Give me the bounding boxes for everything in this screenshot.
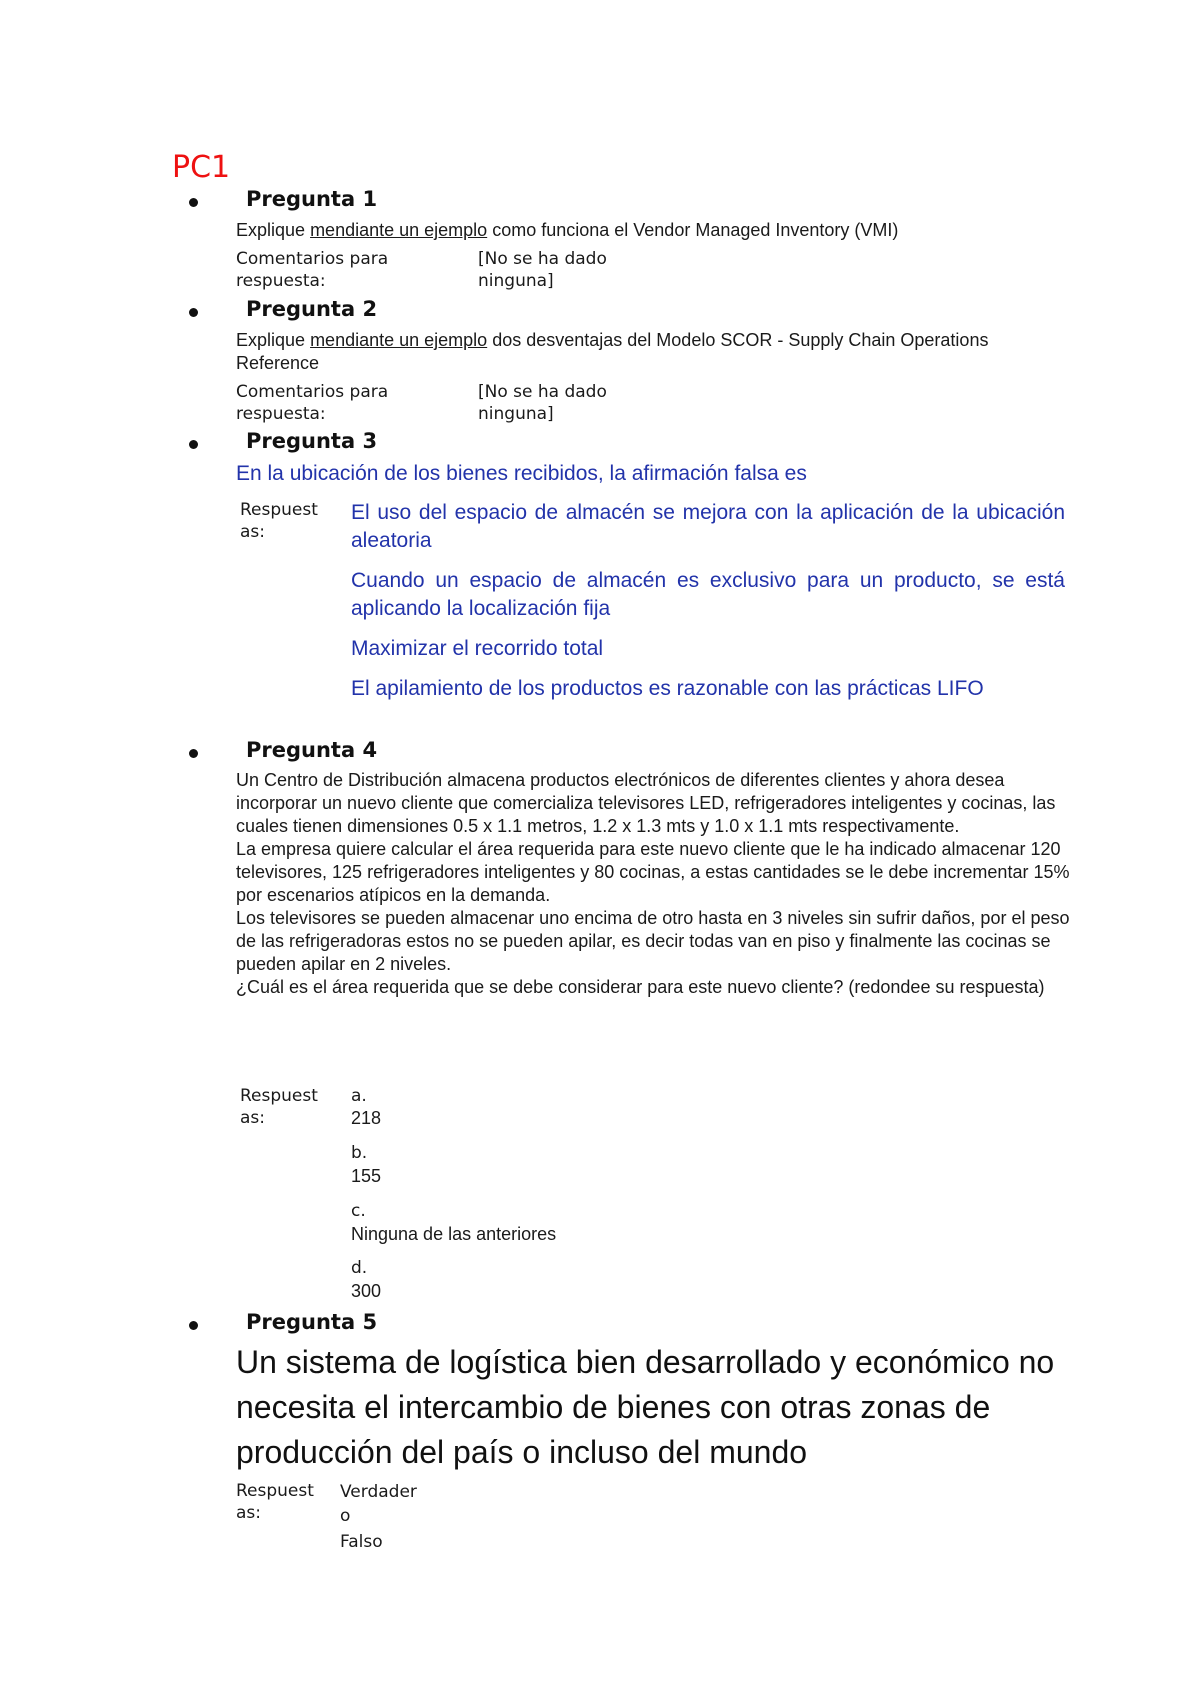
comments-value-line-1: [No se ha dado (478, 382, 607, 402)
question-2-prompt-post: dos desventajas del Modelo SCOR - Supply Chain Operations Reference (236, 330, 989, 373)
question-1-prompt-pre: Explique (236, 220, 311, 240)
question-1-comments-value (478, 248, 607, 292)
answers-label-line-1: Respuest (236, 1481, 314, 1501)
answers-label-line-1: Respuest (240, 1086, 318, 1106)
bullet-icon (189, 1321, 198, 1330)
option-value: Ninguna de las anteriores (351, 1224, 557, 1244)
question-4-paragraph: Un Centro de Distribución almacena productos electrónicos de diferentes clientes y ahora desea incorporar un nuevo cliente que comercializa televisores LED, refrigeradores inteligentes y cocinas, las cuales tienen dimensiones 0.5 x 1.1 metros, 1.2 x 1.3 mts y 1.0 x 1.1 mts respectivamente. (236, 770, 1056, 836)
question-5-answers-label (236, 1480, 314, 1524)
option-letter: b. (351, 1143, 368, 1163)
question-3-answers-label (240, 499, 318, 543)
option-true-line-2: o (340, 1506, 351, 1526)
comments-value-line-1: [No se ha dado (478, 249, 607, 269)
question-2-prompt (236, 329, 996, 375)
bullet-icon (189, 198, 198, 207)
comments-label-line-2: respuesta: (236, 404, 326, 424)
question-1-prompt-underlined: mendiante un ejemplo (310, 220, 488, 240)
question-3-option-4[interactable]: El apilamiento de los productos es razonable con las prácticas LIFO (351, 677, 984, 700)
answers-label-line-1: Respuest (240, 500, 318, 520)
question-5-heading: Pregunta 5 (246, 1310, 378, 1334)
question-3-option-3[interactable]: Maximizar el recorrido total (351, 637, 604, 660)
question-1-prompt (236, 219, 1066, 242)
question-2-comments-value (478, 381, 607, 425)
question-5-option-true[interactable] (340, 1480, 417, 1528)
question-2-heading: Pregunta 2 (246, 297, 378, 321)
question-2-comments-label (236, 381, 388, 425)
question-5-option-false[interactable]: Falso (340, 1532, 383, 1552)
option-letter: d. (351, 1258, 368, 1278)
option-value: 300 (351, 1281, 382, 1301)
question-3-prompt: En la ubicación de los bienes recibidos, la afirmación falsa es (236, 462, 807, 485)
bullet-icon (189, 308, 198, 317)
question-4-paragraph: ¿Cuál es el área requerida que se debe considerar para este nuevo cliente? (redondee su respuesta) (236, 977, 1045, 997)
answers-label-line-2: as: (236, 1503, 262, 1523)
question-1-heading: Pregunta 1 (246, 187, 378, 211)
question-2-prompt-underlined: mendiante un ejemplo (310, 330, 488, 350)
bullet-icon (189, 749, 198, 758)
question-1-comments-label (236, 248, 388, 292)
question-4-paragraph: La empresa quiere calcular el área requerida para este nuevo cliente que le ha indicado almacenar 120 televisores, 125 refrigeradores inteligentes y 80 cocinas, a estas cantidades se le debe incrementar 15% por escenarios atípicos en la demanda. (236, 839, 1070, 905)
comments-label-line-1: Comentarios para (236, 382, 389, 402)
option-true-line-1: Verdader (340, 1482, 417, 1502)
question-3-option-2[interactable]: Cuando un espacio de almacén es exclusivo para un producto, se está aplicando la localización fija (351, 569, 1065, 620)
question-3-option-1[interactable]: El uso del espacio de almacén se mejora con la aplicación de la ubicación aleatoria (351, 501, 1065, 552)
question-4-heading: Pregunta 4 (246, 738, 378, 762)
question-4-paragraph: Los televisores se pueden almacenar uno encima de otro hasta en 3 niveles sin sufrir daños, por el peso de las refrigeradoras estos no se pueden apilar, es decir todas van en piso y finalmente las cocinas se pueden apilar en 2 niveles. (236, 908, 1070, 974)
option-value: 155 (351, 1166, 382, 1186)
page-title: PC1 (172, 150, 231, 185)
answers-label-line-2: as: (240, 522, 266, 542)
question-3-heading: Pregunta 3 (246, 429, 378, 453)
option-value: 218 (351, 1108, 382, 1128)
bullet-icon (189, 440, 198, 449)
comments-value-line-2: ninguna] (478, 271, 554, 291)
question-5-prompt: Un sistema de logística bien desarrollado y económico no necesita el intercambio de bienes con otras zonas de producción del país o incluso del mundo (236, 1344, 1055, 1470)
question-4-answers-label (240, 1085, 318, 1129)
comments-value-line-2: ninguna] (478, 404, 554, 424)
comments-label-line-2: respuesta: (236, 271, 326, 291)
question-1-prompt-post: como funciona el Vendor Managed Inventory (VMI) (487, 220, 899, 240)
answers-label-line-2: as: (240, 1108, 266, 1128)
question-4-prompt (236, 769, 1071, 999)
option-letter: c. (351, 1201, 366, 1221)
option-letter: a. (351, 1086, 367, 1106)
comments-label-line-1: Comentarios para (236, 249, 389, 269)
question-2-prompt-pre: Explique (236, 330, 311, 350)
